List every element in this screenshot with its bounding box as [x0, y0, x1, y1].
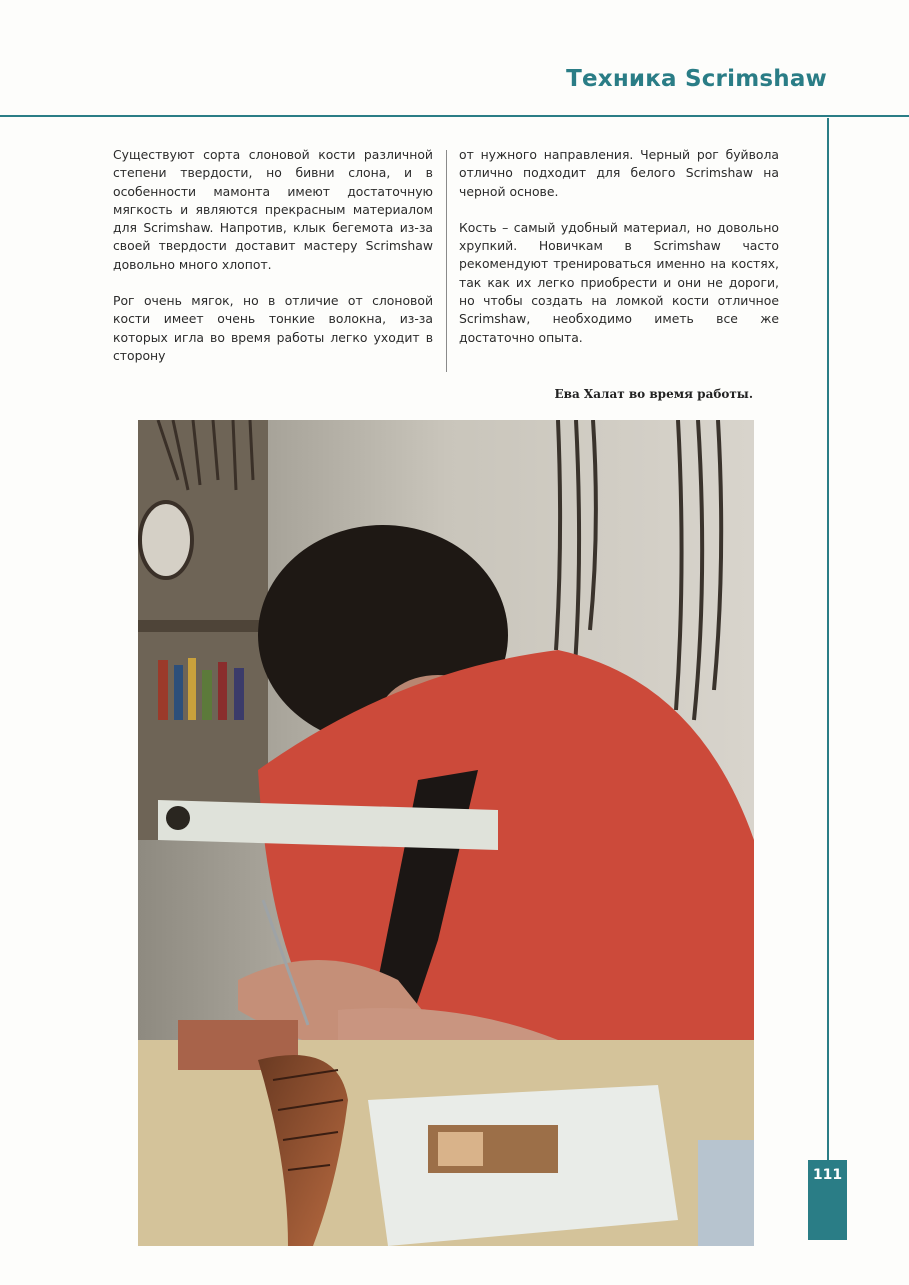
text-column-left — [113, 146, 433, 383]
column-divider — [446, 150, 447, 372]
paragraph: Кость – самый удобный материал, но довольно хрупкий. Новичкам в Scrimshaw часто рекомендуют тренироваться именно на костях, так как их легко приобрести и они не дороги, но чтобы создать на ломкой кости отличное Scrimshaw, необходимо иметь все же достаточно опыта. — [459, 219, 779, 345]
page-number: 111 — [808, 1160, 847, 1190]
header-rule — [0, 115, 909, 117]
paragraph: Существуют сорта слоновой кости различной степени твердости, но бивни слона, и в особенности мамонта имеют достаточную мягкость и являются прекрасным материалом для Scrimshaw. Напротив, клык бегемота из-за своей твердости доставит мастеру Scrimshaw довольно много хлопот. — [113, 147, 433, 272]
photo-artist-at-work — [138, 420, 754, 1246]
figure-caption: Ева Халат во время работы. — [554, 387, 753, 401]
paragraph: Рог очень мягок, но в отличие от слоновой кости имеет очень тонкие волокна, из-за которых игла во время работы легко уходит в сторону — [113, 293, 433, 363]
running-title: Техника Scrimshaw — [566, 66, 827, 92]
paragraph: от нужного направления. Черный рог буйвола отлично подходит для белого Scrimshaw на черной основе. — [459, 147, 779, 199]
text-column-right — [459, 146, 779, 365]
margin-rule — [827, 118, 829, 1240]
page-edge-tab — [808, 1190, 847, 1240]
